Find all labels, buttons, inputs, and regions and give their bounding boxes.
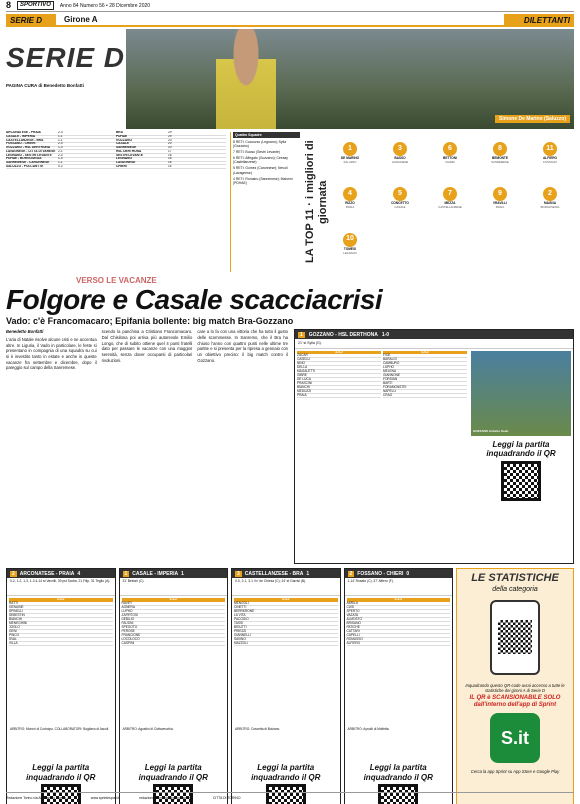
page-footer (6, 792, 574, 804)
player-name: ALFIERO (543, 156, 557, 160)
page-header (6, 0, 574, 12)
match-number: 2 (349, 570, 353, 577)
team-points: 16 (168, 160, 172, 164)
player-name: MENGOLI (234, 600, 249, 605)
match-name: LEGNANO - SESTRI LEVANTE (6, 153, 52, 157)
stats-text: Inquadrando questo QR-code avrai accesso a tutte le statistiche dei gironi A di Serie D (465, 682, 565, 693)
section-bar (6, 14, 574, 27)
qr-label: Leggi la partita inquadrando il QR (486, 439, 556, 459)
lineups (232, 596, 340, 726)
scorers-title: Quattro Squadre (233, 132, 300, 138)
lineup-row (122, 642, 226, 646)
match-scorers: 21' st Sylla (G). (295, 339, 573, 348)
player-name: DE MARINO (340, 156, 360, 160)
referee-info: ARBITRO: Coscetta di Bolzano. (235, 727, 281, 732)
player-name: SVAL (9, 636, 17, 641)
referee-info: ARBITRO: Agostini di Civitavecchia. (122, 727, 174, 732)
player-name: MEDUZZI (297, 389, 312, 393)
match-header (232, 569, 340, 578)
player-team: FOSSANO (543, 159, 557, 164)
page-number: 8 (6, 0, 12, 11)
player-number: 2 (543, 187, 557, 201)
qr-label: Leggi la partita inquadrando il QR (26, 763, 96, 782)
match-score: 1 (181, 570, 184, 577)
player-name: PRASCINI (297, 381, 313, 385)
player-name: JOGLO (9, 624, 20, 629)
match-scorers: 0-2, 1-2, 1-3, 1-3 4-14 st Vavrilli, 39 pst Scolia, 21 Filip, 31 Teglio (A). (7, 578, 115, 596)
match-scorers: 31' Bettoni (C). (120, 578, 228, 596)
match-card-gozzano (294, 329, 574, 564)
player-name: RATTI (9, 600, 18, 605)
match-card (231, 568, 341, 804)
player-name: BIANCHI (9, 616, 22, 621)
match-number: 3 (237, 570, 240, 577)
player-team: LAVAGNESE (391, 159, 409, 164)
match-card (6, 568, 116, 804)
player-name: MAGALETTI (297, 369, 316, 373)
top-11-player (526, 142, 574, 181)
player-name: CRAO (383, 393, 393, 397)
player-team: PRAIA (495, 205, 505, 210)
stats-title: LE STATISTICHE (471, 572, 559, 585)
match-score: 1-1 (58, 135, 63, 139)
player-name: BASSO (394, 156, 406, 160)
player-name: MEZZA (444, 201, 456, 206)
player-name: CONCETTO (391, 201, 409, 206)
team-points: 20 (168, 146, 172, 150)
player-number: 10 (343, 233, 357, 247)
player-number: 6 (443, 142, 457, 156)
player-name: AGNERA (121, 604, 135, 609)
match-scorers: 0-0, 2-1, 3-1 Vv' de Chiesa (C); 24' st Garrisi (B). (232, 578, 340, 596)
lineups (345, 596, 453, 726)
match-score: 2-0 (58, 153, 63, 157)
player-name: FIOE (383, 353, 391, 357)
footer-item: www.sprintesport.it (90, 796, 120, 801)
top-11-player (526, 187, 574, 226)
match-number: 2 (12, 570, 15, 577)
player-number: 7 (443, 187, 457, 201)
lineups (7, 596, 115, 726)
qr-code-icon[interactable] (498, 620, 532, 654)
player-number: 4 (343, 187, 357, 201)
team-points: 16 (168, 157, 172, 161)
match-name: FOSSANO - CHIERI (6, 142, 36, 146)
article-kicker: VERSO LE VACANZE (76, 276, 157, 285)
section-label: SERIE D (6, 14, 56, 27)
qr-label: Leggi la partita inquadrando il QR (363, 763, 433, 782)
article-col-3: care a lo fa con una vittoria che ha tutto il gusto delle scommesse. In Sanremo, che il Bra ha chiuso l'anno con quattro punti nelle ultime tre partite e si presenta per la ripresa a gennaio con un obiettivo preciso: il big match contro il Gozzano. (197, 329, 288, 363)
top-11-player (326, 142, 374, 181)
formation: 3-5-2 (234, 598, 338, 602)
player-name: SAVINO (234, 636, 246, 641)
lineup-row (297, 394, 381, 398)
team-points: 23 (168, 138, 172, 142)
player-number: 9 (493, 187, 507, 201)
scorer-entry: 7 RETI: Buoso (Sestri Levante) (233, 150, 280, 155)
match-title: CASTELLANZESE - BRA (244, 570, 304, 577)
match-score: 1-1 (58, 160, 63, 164)
player-team: PRAIA (345, 205, 355, 210)
player-name: CAMBURO (383, 361, 400, 365)
article-col-1: L'aria di Natale risolve alcune crisi e ne accentua altre. In Liguria, il Vado in particolare, le feste si presentano in compagnia di una squadra su cui si è investito tanto in estate e anche in queste vacanze fra settembre e dicembre, dopo il pareggio sul campo della Sanremese. (6, 337, 97, 371)
match-header (120, 569, 228, 578)
match-name: SALUZZO - POLCANTTE (6, 164, 44, 168)
match-title: FOSSANO - CHIERI (357, 570, 404, 577)
player-name: TOMESI (343, 246, 357, 251)
article-deck: Vado: c'è Francomacaro; Epifania bollente: big match Bra-Gozzano (6, 315, 294, 326)
player-name: SPINELLI (9, 608, 23, 613)
lineup (234, 598, 338, 724)
player-number: 1 (343, 142, 357, 156)
stats-subtitle: della categoria (492, 585, 538, 593)
match-name: CASALE - IMPERIA (6, 135, 36, 139)
player-name: CAPELLI (346, 632, 360, 637)
player-number: 8 (493, 142, 507, 156)
formation: 3-5-2 (9, 598, 113, 602)
player-team: CASTELLANZESE (438, 205, 462, 210)
player-name: BRISANO (346, 620, 361, 625)
player-name: CUSI (346, 604, 355, 609)
player-number: 11 (543, 142, 557, 156)
player-name: BETTONI (443, 156, 457, 160)
player-name: DELLA (297, 365, 308, 369)
table-row (6, 165, 226, 169)
team-points: 20 (168, 142, 172, 146)
group-label: Girone A (56, 14, 504, 27)
team-name: GOZZANO (116, 138, 132, 142)
footer-item: redazione.piemonte@sprintesport.it (139, 796, 193, 801)
player-name: LUPHO (121, 608, 133, 613)
match-number: 1 (124, 570, 128, 577)
player-name: BEMONTE (492, 156, 508, 160)
scorer-entry: 5 RETI: Gomez (Caronnese); Nevoli (Lavagnese) (233, 166, 288, 175)
top-11-player (476, 187, 524, 226)
lineup (347, 598, 451, 724)
top-11-player (426, 142, 474, 181)
match-name: SANREMESE - CARONNESE (6, 160, 50, 164)
match-name: LAVAGNESE - CITTÀ DI VARESE (6, 149, 56, 153)
match-number: 1 (300, 331, 303, 338)
player-figure (216, 29, 276, 129)
player-name: LA VITA (234, 612, 246, 617)
player-name: BARTI (383, 381, 393, 385)
player-name: RIZZO (345, 201, 355, 206)
match-title: CASALE - IMPERIA (132, 570, 179, 577)
player-name: ZAFIRTOSI (121, 612, 139, 617)
player-name: CINETTI (234, 604, 247, 609)
formation: 3-5-2 (297, 351, 381, 355)
team-points: 14 (168, 164, 172, 168)
team-name: HSL DERTHONA (116, 149, 142, 153)
match-card (344, 568, 454, 804)
player-name: PATICHE (346, 624, 360, 629)
results-standings-table (6, 132, 226, 272)
match-header (7, 569, 115, 578)
coach-photo (471, 351, 571, 436)
footer-item: CITTA DI TORINO (212, 796, 241, 801)
match-score: 1-1 (58, 138, 63, 142)
referee-info: ARBITRO: Ayroldi di Molfetta. (347, 727, 390, 732)
player-team: BORGOSESIA (540, 205, 560, 210)
phone-icon (490, 600, 540, 675)
lineups (120, 596, 228, 726)
player-team: SALUZZO (343, 159, 357, 164)
lineup (122, 598, 226, 724)
qr-label: Leggi la partita inquadrando il QR (251, 763, 321, 782)
player-team: CASALE (394, 205, 406, 210)
player-name: ALMOSTO (346, 616, 363, 621)
top-11-player (476, 142, 524, 181)
player-name: BIANCHI (297, 385, 310, 389)
lineup-row (383, 394, 467, 398)
formation: 3-4-3 (347, 598, 451, 602)
player-name: FALSINI (121, 620, 134, 625)
match-score: 1-0 (58, 157, 63, 161)
match-score: 0 (406, 570, 410, 577)
player-name: PEROSE (121, 628, 135, 633)
qr-code-icon[interactable] (501, 461, 541, 501)
player-name: MENEGHINI (9, 620, 28, 625)
match-score: 2-1 (58, 149, 63, 153)
player-name: ALFIERO (346, 640, 361, 645)
footer-item: Redazione Torino via Alessandro Poerio 20 (6, 796, 71, 801)
stats-warning: IL QR è SCANSIONABILE SOLO dall'interno dell'app di Sprint (469, 695, 561, 709)
issue-info: Anno 84 Numero 56 • 28 Dicembre 2020 (59, 2, 151, 9)
player-name: BERRERONE (234, 608, 255, 613)
player-name: SPERTO (346, 608, 360, 613)
lineup-row (347, 642, 451, 646)
brand-logo: SPORTIVO (17, 1, 54, 10)
hero-banner (6, 29, 574, 129)
player-name: PACOGIO (234, 616, 249, 621)
player-name: MAZZOLI (234, 640, 248, 645)
formation: 4-4-2 (122, 598, 226, 602)
player-name: VILLA (9, 640, 18, 645)
player-name: NINO (297, 361, 305, 365)
qr-label: Leggi la partita inquadrando il QR (138, 763, 208, 782)
player-team: SANREMESE (491, 159, 509, 164)
player-name: MAGNA (543, 201, 557, 206)
team-name: CHIERI (116, 164, 127, 168)
scorer-entry: 8 RETI: Coccuzzo (Legnano); Sylla (Gozzano) (233, 140, 286, 149)
match-score: 1 (306, 570, 310, 577)
player-name: LOCOLOCO (121, 636, 140, 641)
scorers-box (230, 132, 300, 272)
player-team: CHIERI (445, 159, 455, 164)
player-name: NAPELLI (383, 389, 397, 393)
player-name: FORSIAN (383, 377, 398, 381)
team-name: PDHAE (116, 135, 128, 139)
match-score: 4 (77, 570, 81, 577)
article-body (6, 329, 288, 564)
match-name: CASTELLANZESE - BRA (6, 138, 44, 142)
scorer-entry: 6 RETI: Affegato (Gozzano); Ceesay (Castellanzese) (233, 156, 288, 165)
player-name: DEBILIO (121, 616, 135, 621)
team-points: 17 (168, 149, 172, 153)
team-points: 29 (168, 135, 172, 139)
match-name: ARCONATESE - PRAIA (6, 131, 41, 135)
player-name: FRANCIONE (121, 632, 141, 637)
match-scorers: 1-14' Rosato (C), 37' Alfiero (F). (345, 578, 453, 596)
page-credit: PAGINA CURA di Benedetto Bonfatti (6, 82, 84, 88)
match-title: GOZZANO - HSL DERTHONA (308, 331, 378, 338)
player-name: GENI (9, 628, 17, 633)
top-11-player (326, 187, 374, 226)
player-name: GIANNELLI (234, 632, 251, 637)
player-name: SEBESTIN (9, 612, 25, 617)
lineup-row (9, 642, 113, 646)
match-score: 1-0 (381, 331, 390, 338)
match-card (119, 568, 229, 804)
article-col-2: scendo la panchina a Cristiano Francomacaro. Dal Chisilona poi arriva più autorevole Emilio Longo, che di subito ottiene quel 4 punti fratelli dato per passare le vacanze con una maggior serenità, senza dover occuparsi di particolari rivoluzioni. (101, 329, 193, 363)
player-name: VRAVILLI (492, 201, 508, 206)
player-name: GENUINE (9, 604, 24, 609)
player-name: GIANNONE (383, 373, 401, 377)
player-number: 3 (393, 142, 407, 156)
category-label: DILETTANTI (504, 14, 574, 27)
top-11-title: LA TOP 11 · i migliori di giornata (304, 140, 330, 264)
player-name: PINCO (9, 632, 20, 637)
referee-info: ARBITRO: Moroni di Codroipo. COLLABORATORI: Bogliano di Ascoli. (10, 727, 110, 732)
player-name: CASELLI (297, 357, 311, 361)
team-name: BRA (116, 131, 123, 135)
player-name: ABRILA (346, 600, 358, 605)
hero-title: SERIE D (6, 42, 126, 73)
player-name: ROMASSO (346, 636, 363, 641)
team-name: SANREMESE (116, 146, 137, 150)
team-points: 16 (168, 153, 172, 157)
byline: Benedetto Bonfatti (6, 329, 44, 335)
formation: 3-5-2 (383, 351, 467, 355)
player-name: CATTARI (346, 628, 360, 633)
player-name: MELENA (383, 369, 397, 373)
match-score: 2-4 (58, 131, 63, 135)
photo-caption: GOZZANO Antonio Sodo (473, 428, 509, 433)
match-header (345, 569, 453, 578)
photo-caption: Simone De Marino (Saluzzo) (495, 115, 570, 123)
top-11-player (326, 233, 374, 272)
article-header (6, 276, 574, 326)
hero-photo (126, 29, 574, 129)
match-score: 2-0 (58, 142, 63, 146)
player-name: DE LUCA (297, 377, 311, 381)
top-11-player (376, 142, 424, 181)
match-name: GOZZANO - HSL DERTHONA (6, 146, 51, 150)
player-name: GIBRE (297, 373, 307, 377)
player-name: VAZATA (346, 612, 359, 617)
team-name: SESTRI LEVANTE (116, 153, 144, 157)
player-name: SPEGOTO (121, 624, 138, 629)
player-name: BARALDI (383, 357, 397, 361)
top-11-player (426, 187, 474, 226)
player-team: LEGNANO (343, 250, 357, 255)
scorer-entry: 4 RETI: Romairo (Sanremese); Maiorini (PDHAE) (233, 176, 293, 185)
player-name: LUPHO (383, 365, 394, 369)
match-score: 0-2 (58, 164, 63, 168)
player-name: RAVEY (121, 600, 133, 605)
team-name: LAVAGNESE (116, 160, 136, 164)
lineup (9, 598, 113, 724)
stats-app-text: Cerca la app Sprint su App Store e Google Play (470, 769, 560, 775)
app-logo: S.it (490, 713, 540, 763)
player-name: TASSI (234, 620, 243, 625)
player-name: FORAMONSTEI (383, 385, 407, 389)
match-name: PDHAE - BORGOSESIA (6, 157, 42, 161)
top-11-player (376, 187, 424, 226)
statistics-panel (456, 568, 574, 804)
player-number: 5 (393, 187, 407, 201)
player-name: ZACAR (297, 353, 308, 357)
match-title: ARCONATESE - PRAIA (19, 570, 75, 577)
player-name: PRIEZZI (234, 628, 247, 633)
lineup-row (234, 642, 338, 646)
player-name: BIGUTTI (234, 624, 247, 629)
player-name: PRAIA (297, 393, 307, 397)
article-headline: Folgore e Casale scacciacrisi (6, 283, 383, 315)
match-score: 1-0 (58, 146, 63, 150)
team-points: 29 (168, 131, 172, 135)
top-11-panel (304, 132, 574, 272)
qr-box[interactable] (469, 438, 573, 505)
team-name: CASALE (116, 142, 130, 146)
team-name: LEGNANO (116, 157, 132, 161)
player-name: CASPINI (121, 640, 135, 645)
